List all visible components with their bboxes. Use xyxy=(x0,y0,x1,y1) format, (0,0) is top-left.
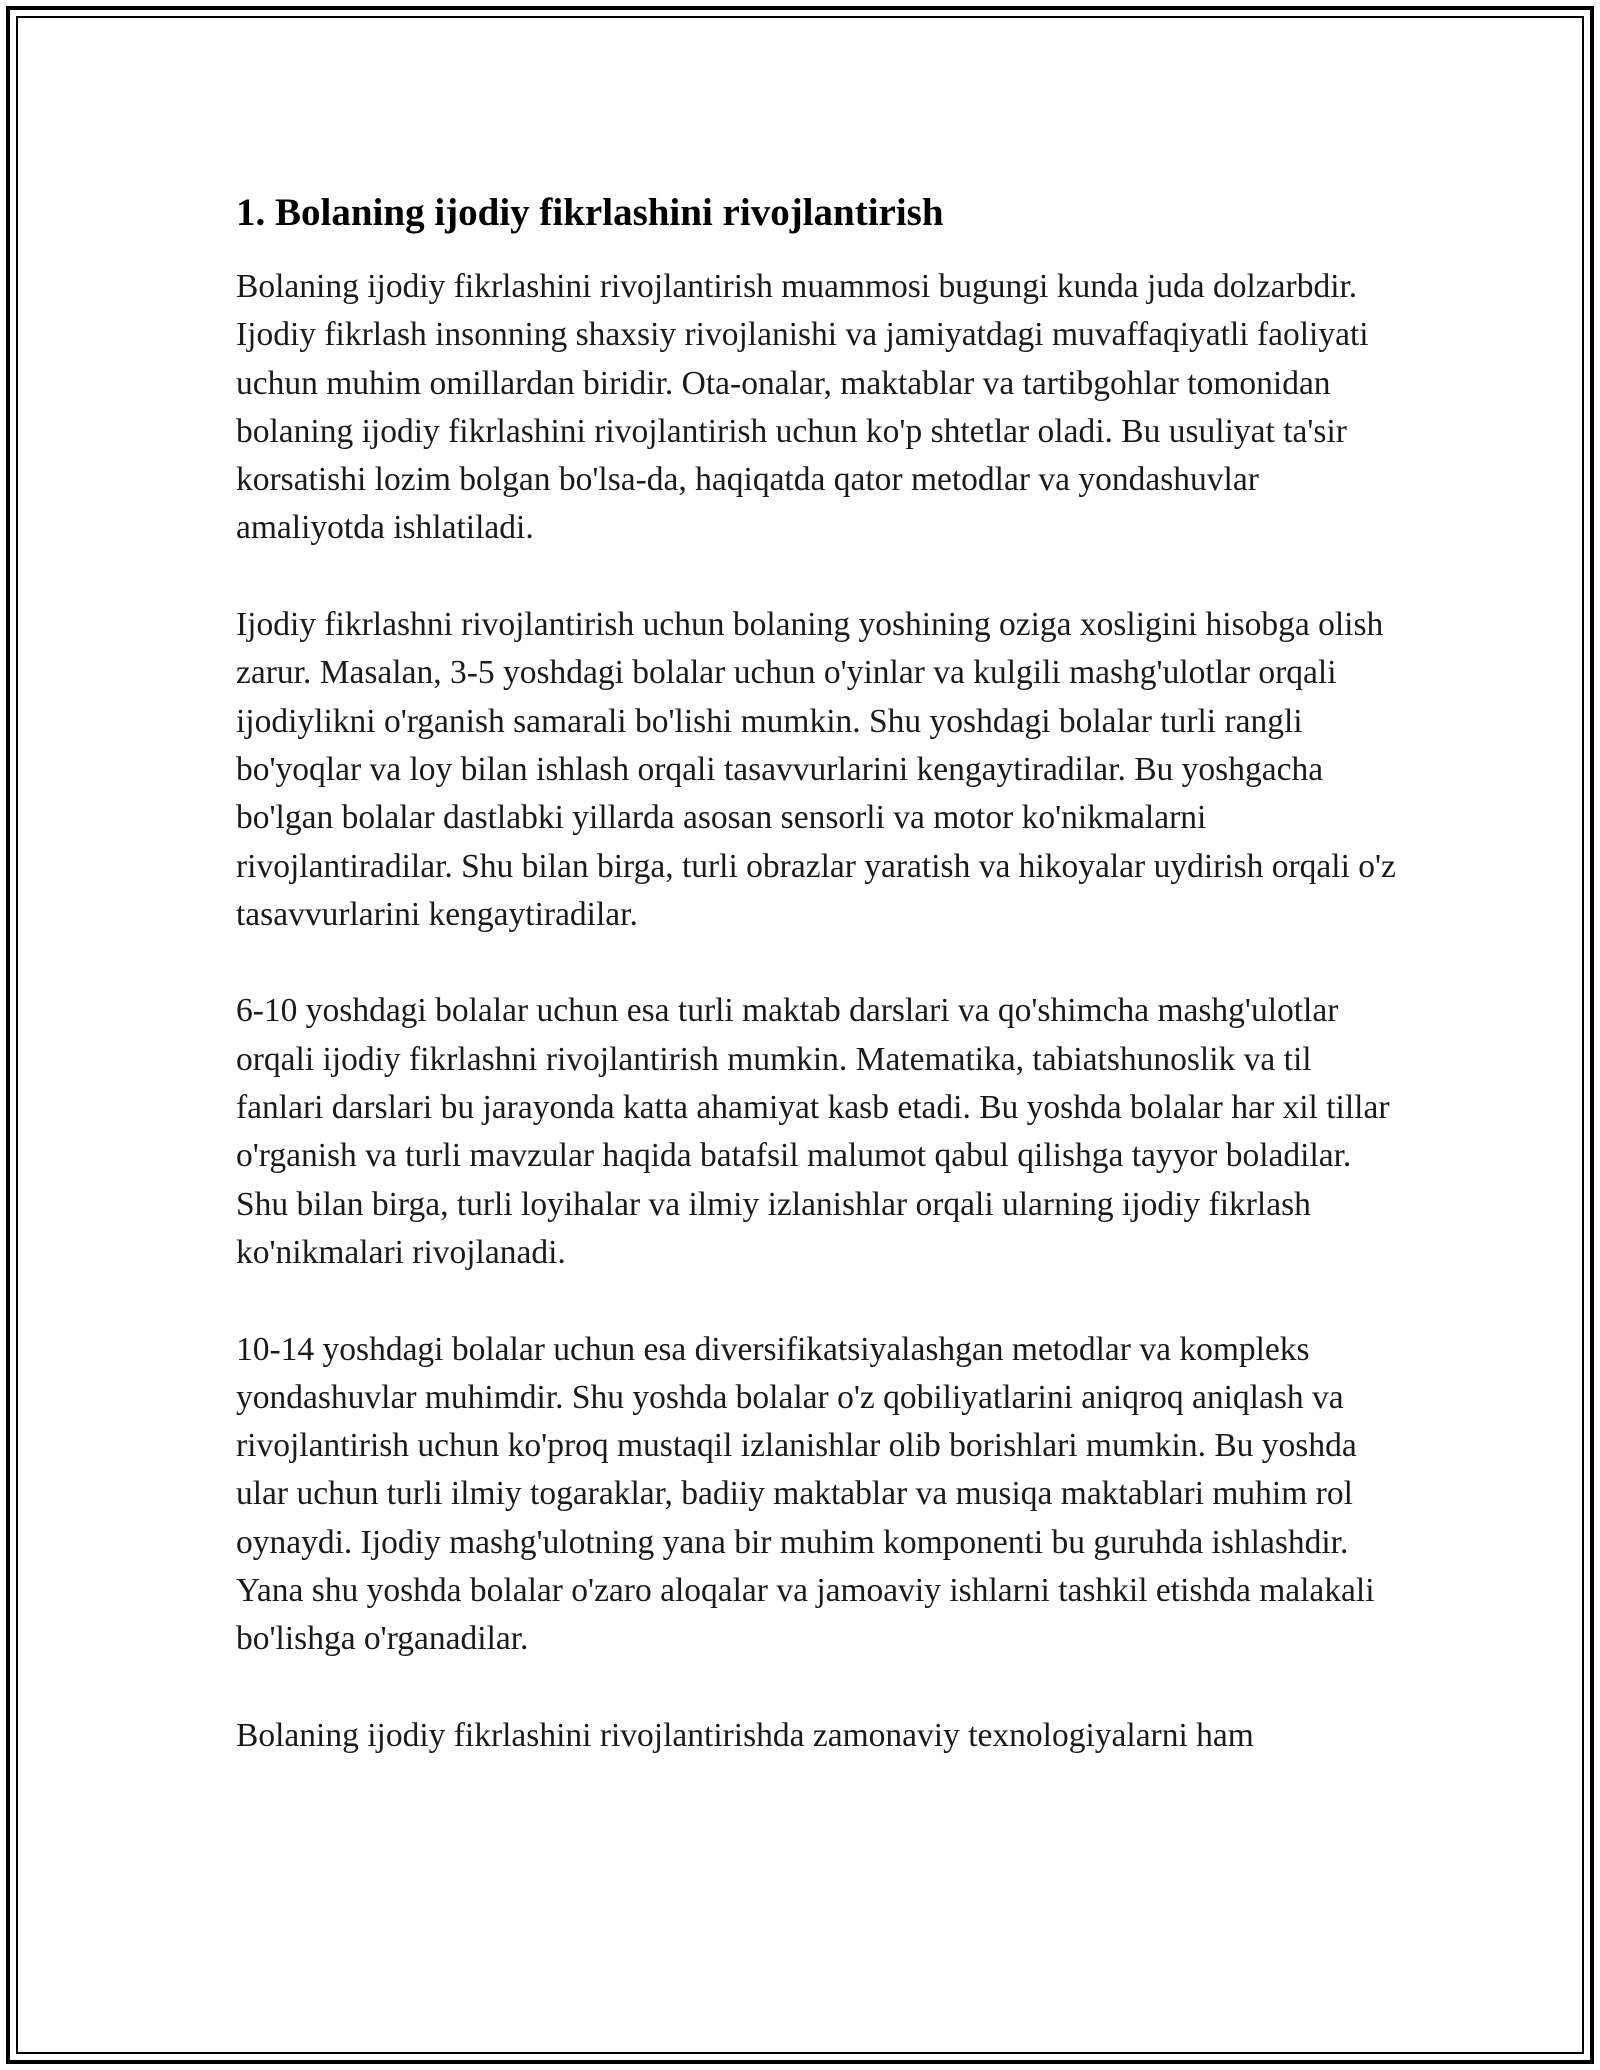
document-body xyxy=(236,185,1406,1809)
paragraph-age-6-10: 6-10 yoshdagi bolalar uchun esa turli maktab darslari va qo'shimcha mashg'ulotlar orqali ijodiy fikrlashni rivojlantirish mumkin. Matematika, tabiatshunoslik va til fanlari darslari bu jarayonda katta ahamiyat kasb etadi. Bu yoshda bolalar har xil tillar o'rganish va turli mavzular haqida batafsil malumot qabul qilishga tayyor boladilar. Shu bilan birga, turli loyihalar va ilmiy izlanishlar orqali ularning ijodiy fikrlash ko'nikmalari rivojlanadi. xyxy=(236,992,1390,1271)
section-heading: 1. Bolaning ijodiy fikrlashini rivojlantirish xyxy=(236,191,944,234)
paragraph-technology: Bolaning ijodiy fikrlashini rivojlantirishda zamonaviy texnologiyalarni ham xyxy=(236,1716,1254,1754)
paragraph-age-3-5: Ijodiy fikrlashni rivojlantirish uchun bolaning yoshining oziga xosligini hisobga olish zarur. Masalan, 3-5 yoshdagi bolalar uchun o'yinlar va kulgili mashg'ulotlar orqali ijodiylikni o'rganish samarali bo'lishi mumkin. Shu yoshdagi bolalar turli rangli bo'yoqlar va loy bilan ishlash orqali tasavvurlarini kengaytiradilar. Bu yoshgacha bo'lgan bolalar dastlabki yillarda asosan sensorli va motor ko'nikmalarni rivojlantiradilar. Shu bilan birga, turli obrazlar yaratish va hikoyalar uydirish orqali o'z tasavvurlarini kengaytiradilar. xyxy=(236,606,1396,933)
paragraph-age-10-14: 10-14 yoshdagi bolalar uchun esa diversifikatsiyalashgan metodlar va kompleks yondashuvlar muhimdir. Shu yoshda bolalar o'z qobiliyatlarini aniqroq aniqlash va rivojlantirish uchun ko'proq mustaqil izlanishlar olib borishlari mumkin. Bu yoshda ular uchun turli ilmiy togaraklar, badiiy maktablar va musiqa maktablari muhim rol oynaydi. Ijodiy mashg'ulotning yana bir muhim komponenti bu guruhda ishlashdir. Yana shu yoshda bolalar o'zaro aloqalar va jamoaviy ishlarni tashkil etishda malakali bo'lishga o'rganadilar. xyxy=(236,1330,1375,1658)
paragraph-intro: Bolaning ijodiy fikrlashini rivojlantirish muammosi bugungi kunda juda dolzarbdir. Ijodiy fikrlash insonning shaxsiy rivojlanishi va jamiyatdagi muvaffaqiyatli faoliyati uchun muhim omillardan biridir. Ota-onalar, maktablar va tartibgohlar tomonidan bolaning ijodiy fikrlashini rivojlantirish uchun ko'p shtetlar oladi. Bu usuliyat ta'sir korsatishi lozim bolgan bo'lsa-da, haqiqatda qator metodlar va yondashuvlar amaliyotda ishlatiladi. xyxy=(236,268,1369,547)
